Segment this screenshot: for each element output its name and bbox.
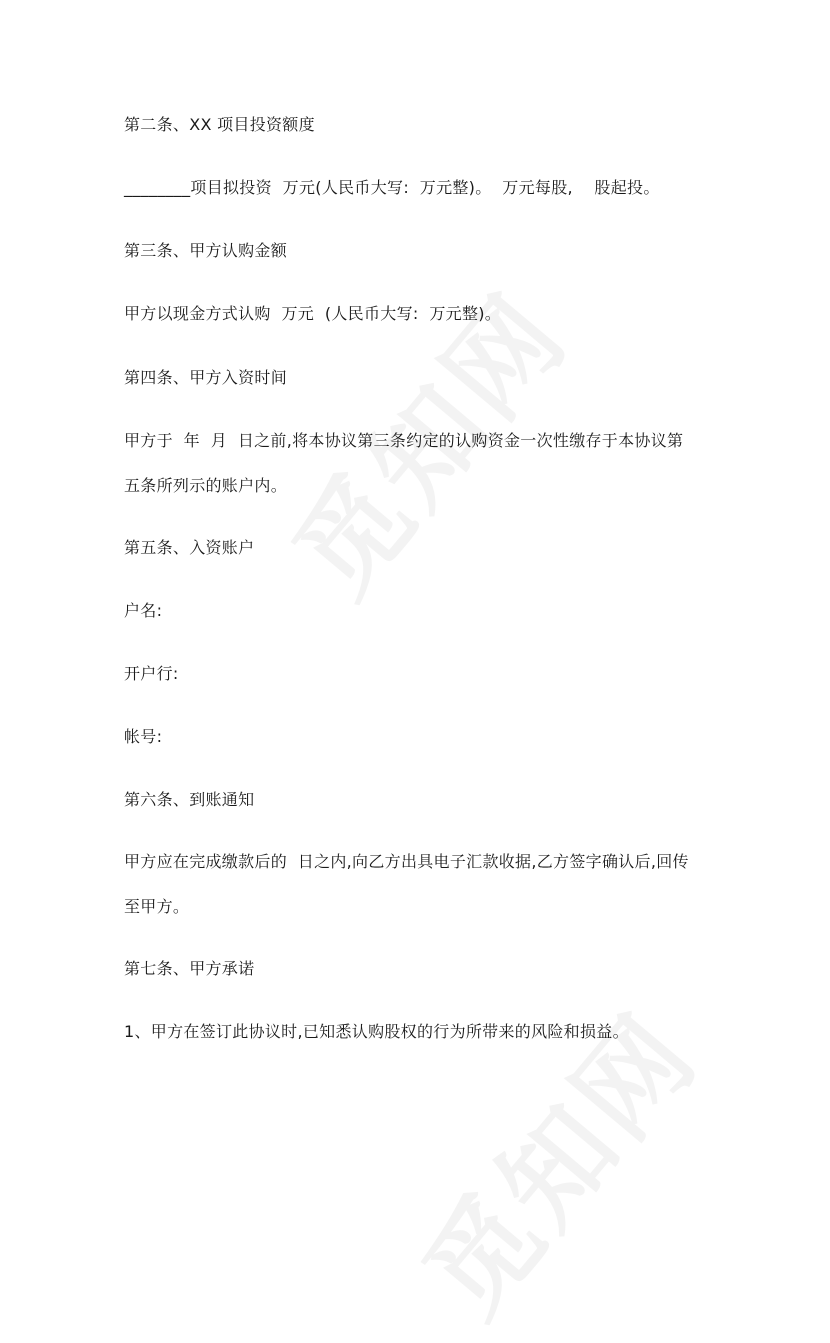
article-6-body-line-1: 甲方应在完成缴款后的 日之内,向乙方出具电子汇款收据,乙方签字确认后,回传: [124, 852, 689, 871]
article-5-heading: 第五条、入资账户: [124, 538, 255, 557]
article-3-body: 甲方以现金方式认购 万元 (人民币大写: 万元整)。: [124, 304, 502, 323]
account-number-field: 帐号:: [124, 727, 163, 746]
article-2-heading: 第二条、XX 项目投资额度: [124, 115, 315, 134]
article-7-item-1: 1、甲方在签订此协议时,已知悉认购股权的行为所带来的风险和损益。: [124, 1022, 629, 1041]
article-2-body: ________项目拟投资 万元(人民币大写: 万元整)。 万元每股, 股起投。: [124, 178, 660, 197]
article-3-heading: 第三条、甲方认购金额: [124, 241, 288, 260]
article-4-heading: 第四条、甲方入资时间: [124, 368, 288, 387]
article-7-heading: 第七条、甲方承诺: [124, 959, 255, 978]
article-4-body-line-1: 甲方于 年 月 日之前,将本协议第三条约定的认购资金一次性缴存于本协议第: [124, 431, 684, 450]
article-6-body-line-2: 至甲方。: [124, 897, 190, 916]
account-name-field: 户名:: [124, 601, 163, 620]
article-6-heading: 第六条、到账通知: [124, 790, 255, 809]
bank-field: 开户行:: [124, 664, 179, 683]
article-4-body-line-2: 五条所列示的账户内。: [124, 476, 288, 495]
